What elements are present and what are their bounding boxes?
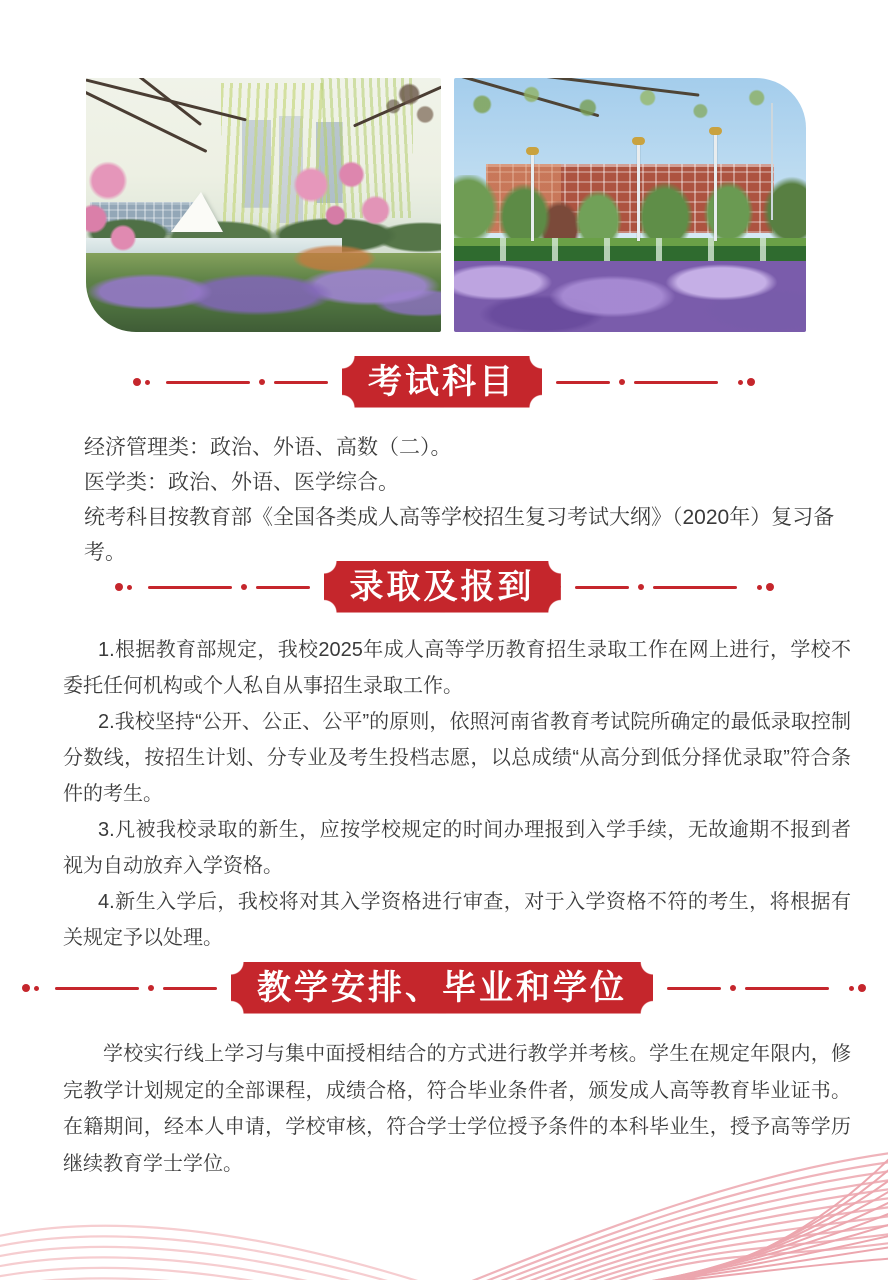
exam-line: 医学类：政治、外语、医学综合。 <box>84 471 399 494</box>
ornament-dot <box>619 379 625 385</box>
ornament-dot <box>747 378 755 386</box>
banner-ornament-left <box>133 378 328 386</box>
banner-plaque-title: 教学安排、毕业和学位 <box>231 962 653 1014</box>
ornament-dot <box>34 986 39 991</box>
ornament-dot <box>730 985 736 991</box>
ornament-dot <box>757 585 762 590</box>
photo-pink-blossoms <box>271 149 406 251</box>
ornament-dash <box>148 586 232 589</box>
banner-ornament-right <box>556 378 755 386</box>
ornament-dot <box>259 379 265 385</box>
banner-ornament-right <box>575 583 774 591</box>
teaching-text <box>63 1036 851 1182</box>
ornament-dash <box>556 381 610 384</box>
admission-paragraph: 1.根据教育部规定，我校2025年成人高等学历教育招生录取工作在网上进行，学校不委托任何机构或个人私自从事招生录取工作。 <box>63 639 851 697</box>
campus-lake-photo <box>86 78 441 332</box>
section-banner-teaching <box>0 962 888 1014</box>
teaching-paragraph: 学校实行线上学习与集中面授相结合的方式进行教学并考核。学生在规定年限内，修完教学计划规定的全部课程，成绩合格，符合毕业条件者，颁发成人高等教育毕业证书。在籍期间，经本人申请，学校审核，符合学士学位授予条件的本科毕业生，授予高等学历继续教育学士学位。 <box>63 1043 851 1175</box>
ornament-dot <box>738 380 743 385</box>
admission-paragraph: 3.凡被我校录取的新生，应按学校规定的时间办理报到入学手续，无故逾期不报到者视为自动放弃入学资格。 <box>63 819 851 877</box>
ornament-dash <box>653 586 737 589</box>
banner-plaque-title: 考试科目 <box>342 356 542 408</box>
ornament-dot <box>127 585 132 590</box>
ornament-dot <box>115 583 123 591</box>
ornament-dot <box>241 584 247 590</box>
banner-ornament-right <box>667 984 866 992</box>
ornament-dot <box>849 986 854 991</box>
photo-lamp-post <box>531 154 534 240</box>
photo-purple-flower-field <box>454 261 806 332</box>
ornament-dot <box>133 378 141 386</box>
admission-text <box>63 632 851 956</box>
ornament-dash <box>575 586 629 589</box>
campus-building-photo <box>454 78 806 332</box>
ornament-dash <box>745 987 829 990</box>
ornament-dash <box>667 987 721 990</box>
banner-ornament-left <box>115 583 310 591</box>
banner-plaque-title: 录取及报到 <box>324 561 561 613</box>
admission-paragraph: 4.新生入学后，我校将对其入学资格进行审查，对于入学资格不符的考生，将根据有关规定予以处理。 <box>63 891 851 949</box>
ornament-dot <box>766 583 774 591</box>
photo-lamp-post <box>637 144 640 241</box>
photo-white-canopy <box>171 192 223 232</box>
photo-foliage <box>454 78 806 144</box>
admission-paragraph: 2.我校坚持“公开、公正、公平”的原则，依照河南省教育考试院所确定的最低录取控制分数线，按招生计划、分专业及考生投档志愿，以总成绩“从高分到低分择优录取”符合条件的考生。 <box>63 711 851 805</box>
ornament-dash <box>55 987 139 990</box>
ornament-dash <box>634 381 718 384</box>
exam-subjects-text <box>84 430 854 570</box>
ornament-dash <box>274 381 328 384</box>
ornament-dot <box>145 380 150 385</box>
photo-lamp-post <box>714 134 717 241</box>
exam-line: 经济管理类：政治、外语、高数（二）。 <box>84 436 452 459</box>
ornament-dash <box>163 987 217 990</box>
ornament-dash <box>256 586 310 589</box>
ornament-dot <box>22 984 30 992</box>
photo-foliage <box>335 78 442 159</box>
ornament-dot <box>858 984 866 992</box>
ornament-dot <box>638 584 644 590</box>
photo-pink-blossoms <box>86 149 168 276</box>
section-banner-admission <box>0 561 888 613</box>
ornament-dot <box>148 985 154 991</box>
ornament-dash <box>166 381 250 384</box>
exam-line: 统考科目按教育部《全国各类成人高等学校招生复习考试大纲》（2020年）复习备考。 <box>84 506 835 564</box>
section-banner-exam-subjects <box>0 356 888 408</box>
banner-ornament-left <box>22 984 217 992</box>
